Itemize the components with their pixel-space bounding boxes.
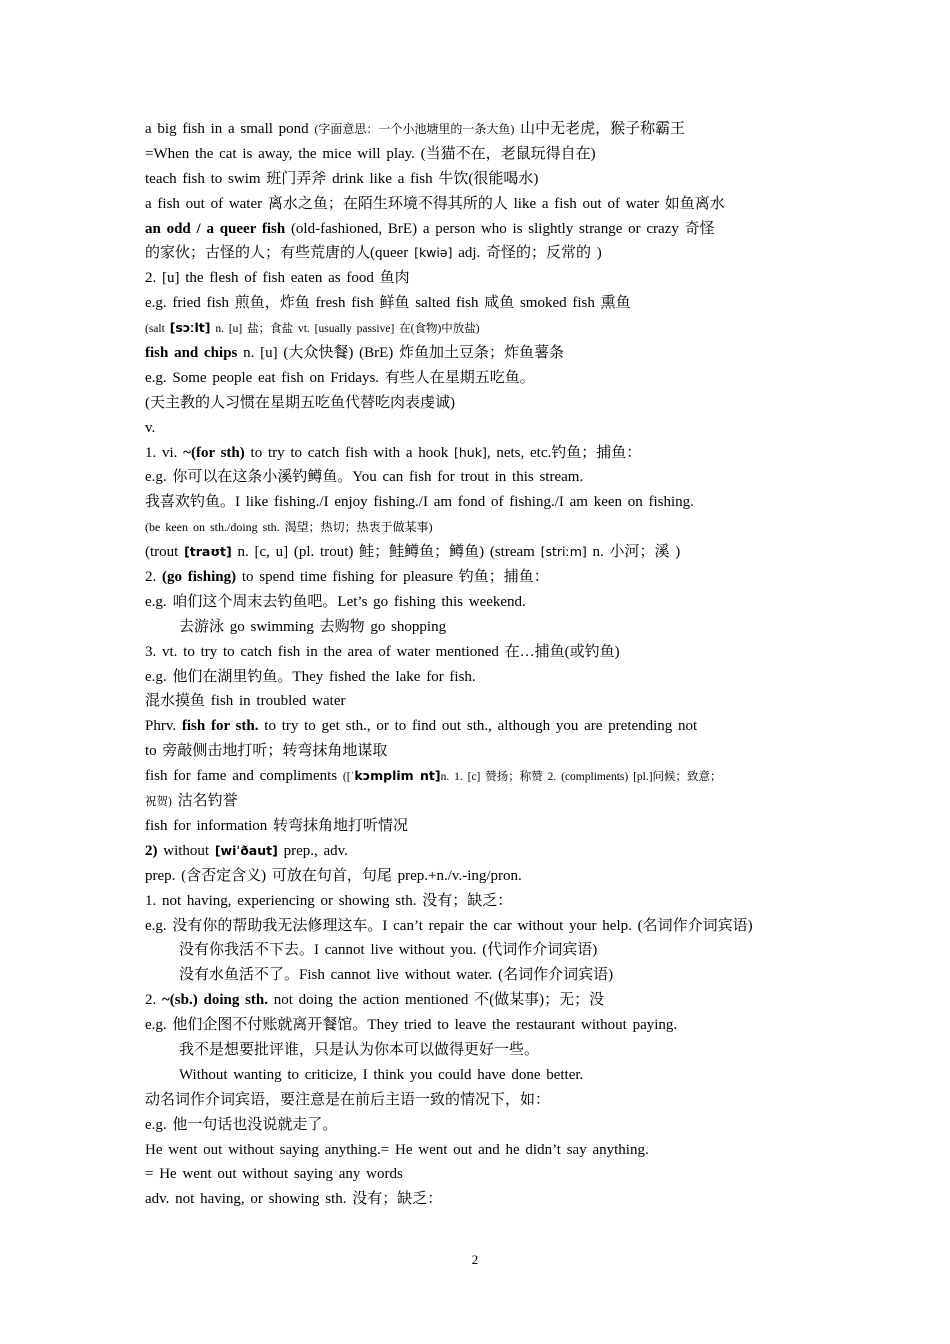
text-segment: [huk] <box>454 444 487 460</box>
text-segment: 2. <box>145 569 162 586</box>
text-segment: n. [c, u] (pl. trout) 鲑；鲑鳟鱼；鳟鱼) (stream <box>231 544 541 561</box>
text-segment: n. [u] (大众快餐) (BrE) 炸鱼加土豆条；炸鱼薯条 <box>237 345 565 362</box>
text-segment: to try to catch fish with a hook <box>244 444 454 461</box>
text-line <box>145 366 810 391</box>
text-segment: 动名词作介词宾语，要注意是在前后主语一致的情况下，如： <box>145 1091 551 1108</box>
text-line <box>145 689 810 714</box>
text-segment: without <box>157 842 215 859</box>
text-segment: teach fish to swim 班门弄斧 drink like a fish 牛饮(很能喝水) <box>145 170 539 187</box>
text-line <box>145 938 810 963</box>
text-line <box>145 789 810 814</box>
text-segment: adj. 奇怪的；反常的 ) <box>452 245 602 262</box>
text-segment: not doing the action mentioned 不(做某事)；无；没 <box>268 992 605 1009</box>
text-segment: (old-fashioned, BrE) a person who is slightly strange or crazy 奇怪 <box>285 220 715 237</box>
text-segment: [traʊt] <box>184 544 232 560</box>
text-line <box>145 739 810 764</box>
text-segment: 3. vt. to try to catch fish in the area of water mentioned 在…捕鱼(或钓鱼) <box>145 643 620 660</box>
text-segment: kɔmplim nt] <box>354 768 441 784</box>
text-line <box>145 1038 810 1063</box>
text-segment: ([ˈ <box>342 771 355 784</box>
text-line <box>145 540 810 565</box>
text-segment: Phrv. <box>145 718 182 735</box>
text-segment: 没有你我活不下去。I cannot live without you. (代词作介词宾语) <box>179 942 598 959</box>
text-line <box>145 1138 810 1163</box>
text-line <box>145 441 810 466</box>
text-segment: a big fish in a small pond <box>145 121 315 137</box>
text-segment: e.g. 他们在湖里钓鱼。They fished the lake for fish. <box>145 668 476 685</box>
text-line <box>145 1187 810 1212</box>
page-body <box>145 117 810 1212</box>
text-segment: 去游泳 go swimming 去购物 go shopping <box>179 618 447 635</box>
text-line <box>145 291 810 316</box>
text-segment: e.g. 没有你的帮助我无法修理这车。I can’t repair the car without your help. (名词作介词宾语) <box>145 917 753 934</box>
text-segment: 没有水鱼活不了。Fish cannot live without water. (名词作介词宾语) <box>179 967 614 984</box>
text-line <box>145 764 810 789</box>
text-segment: 混水摸鱼 fish in troubled water <box>145 693 346 710</box>
text-segment: 2. [u] the flesh of fish eaten as food 鱼肉 <box>145 270 410 287</box>
text-segment: 沽名钓誉 <box>171 793 238 810</box>
text-segment: n. 1. [c] 赞扬；称赞 2. (compliments) [pl.]问候；致意； <box>440 771 722 784</box>
text-line <box>145 889 810 914</box>
text-line <box>145 1013 810 1038</box>
text-segment: [sɔːlt] <box>169 320 211 336</box>
text-line <box>145 640 810 665</box>
text-segment: (trout <box>145 544 185 561</box>
text-segment: prep. (含否定含义) 可放在句首，句尾 prep.+n./v.-ing/pron. <box>145 867 522 884</box>
text-segment: n. [u] 盐；食盐 vt. [usually passive] 在(食物)中放盐) <box>210 323 480 336</box>
text-line <box>145 615 810 640</box>
text-segment: ~(sb.) doing sth. <box>162 992 268 1009</box>
text-segment: 1. vi. <box>145 444 184 461</box>
text-segment: 我喜欢钓鱼。I like fishing./I enjoy fishing./I am fond of fishing./I am keen on fishing. <box>145 494 694 511</box>
text-segment: (天主教的人习惯在星期五吃鱼代替吃肉表虔诚) <box>145 394 455 411</box>
text-segment: e.g. 他一句话也没说就走了。 <box>145 1116 338 1133</box>
text-line <box>145 316 810 341</box>
text-segment: e.g. fried fish 煎鱼，炸鱼 fresh fish 鲜鱼 salted fish 咸鱼 smoked fish 熏鱼 <box>145 295 631 312</box>
text-segment: an odd / a queer fish <box>145 220 286 237</box>
text-segment: ~(for sth) <box>183 444 245 461</box>
text-segment: prep., adv. <box>277 842 348 859</box>
text-line <box>145 590 810 615</box>
text-segment: =When the cat is away, the mice will play. (当猫不在，老鼠玩得自在) <box>145 145 596 162</box>
text-line <box>145 391 810 416</box>
text-segment: n. 小河；溪 ) <box>586 544 681 561</box>
text-line <box>145 241 810 266</box>
text-segment: fish for information 转弯抹角地打听情况 <box>145 817 409 834</box>
text-line <box>145 515 810 540</box>
text-segment: adv. not having, or showing sth. 没有；缺乏： <box>145 1191 443 1208</box>
text-line <box>145 1088 810 1113</box>
text-line <box>145 714 810 739</box>
text-segment: 1. not having, experiencing or showing sth. 没有；缺乏： <box>145 892 513 909</box>
text-line <box>145 490 810 515</box>
text-segment: = He went out without saying any words <box>145 1166 403 1183</box>
text-segment: e.g. Some people eat fish on Fridays. 有些人在星期五吃鱼。 <box>145 369 535 386</box>
text-line <box>145 167 810 192</box>
text-segment: 祝贺) <box>145 796 172 809</box>
text-line <box>145 565 810 590</box>
text-line <box>145 192 810 217</box>
text-segment: to 旁敲侧击地打听；转弯抹角地谋取 <box>145 743 388 760</box>
text-line <box>145 1162 810 1187</box>
text-line <box>145 963 810 988</box>
text-line <box>145 416 810 441</box>
text-segment: fish and chips <box>145 345 238 362</box>
text-line <box>145 1063 810 1088</box>
text-segment: fish for fame and compliments <box>145 768 343 785</box>
text-segment: (go fishing) <box>162 569 237 586</box>
text-line <box>145 142 810 167</box>
text-line <box>145 1113 810 1138</box>
text-line <box>145 814 810 839</box>
text-segment: 2) <box>145 842 158 859</box>
text-segment: to try to get sth., or to find out sth., although you are pretending not <box>258 718 698 735</box>
text-line <box>145 665 810 690</box>
text-segment: [kwiə] <box>414 245 453 261</box>
text-line <box>145 914 810 939</box>
text-segment: 2. <box>145 992 162 1009</box>
text-segment: fish for sth. <box>181 718 259 735</box>
text-segment: (字面意思：一个小池塘里的一条大鱼) <box>314 122 515 136</box>
text-line <box>145 117 810 142</box>
text-line <box>145 217 810 242</box>
text-segment: e.g. 你可以在这条小溪钓鳟鱼。You can fish for trout in this stream. <box>145 469 584 486</box>
text-segment: (salt <box>145 323 170 336</box>
text-segment: (be keen on sth./doing sth. 渴望；热切；热衷于做某事) <box>145 520 433 535</box>
text-line <box>145 839 810 864</box>
text-segment: 我不是想要批评谁，只是认为你本可以做得更好一些。 <box>179 1041 540 1058</box>
text-segment: 的家伙；古怪的人；有些荒唐的人(queer <box>145 245 415 262</box>
text-segment: , nets, etc.钓鱼；捕鱼： <box>486 444 642 461</box>
text-segment: 山中无老虎，猴子称霸王 <box>514 121 686 137</box>
text-line <box>145 864 810 889</box>
page-number: 2 <box>471 1252 479 1267</box>
text-line <box>145 341 810 366</box>
text-line <box>145 465 810 490</box>
text-line <box>145 266 810 291</box>
text-segment: Without wanting to criticize, I think you could have done better. <box>179 1066 584 1083</box>
text-segment: v. <box>145 419 156 436</box>
text-line <box>145 988 810 1013</box>
text-segment: a fish out of water 离水之鱼；在陌生环境不得其所的人 like a fish out of water 如鱼离水 <box>145 195 725 212</box>
text-segment: He went out without saying anything.= He went out and he didn’t say anything. <box>145 1141 649 1158</box>
text-segment: [striːm] <box>540 544 587 560</box>
text-segment: e.g. 他们企图不付账就离开餐馆。They tried to leave the restaurant without paying. <box>145 1017 678 1034</box>
text-segment: [wiˈðaut] <box>214 842 278 858</box>
text-segment: to spend time fishing for pleasure 钓鱼；捕鱼： <box>236 569 549 586</box>
text-segment: e.g. 咱们这个周末去钓鱼吧。Let’s go fishing this weekend. <box>145 593 526 610</box>
